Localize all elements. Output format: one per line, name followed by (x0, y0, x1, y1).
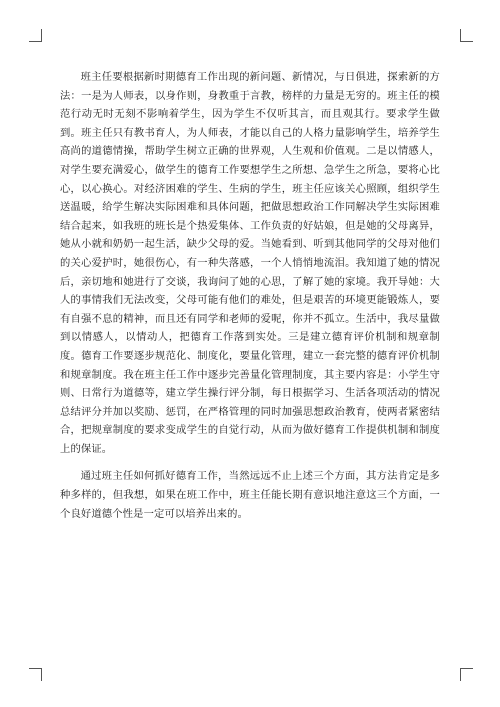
crop-mark-top-left (29, 29, 42, 42)
paragraph-1: 班主任要根据新时期德育工作出现的新问题、新情况，与日俱进，探索新的方法：一是为人师表，以身作则，身教重于言教，榜样的力量是无穷的。班主任的模范行动无时无刻不影响着学生，因为学生不仅听其言，而且观其行。要求学生做到。班主任只有教书育人，为人师表，才能以自己的人格力量影响学生，培养学生高尚的道德情操，帮助学生树立正确的世界观，人生观和价值观。二是以情感人，对学生要充满爱心，做学生的德育工作要想学生之所想、急学生之所急，要将心比心，以心换心。对经济困难的学生、生病的学生，班主任应该关心照顾，组织学生送温暖，给学生解决实际困难和具体问题，把做思想政治工作同解决学生实际困难结合起来，如我班的班长是个热爱集体、工作负责的好姑娘，但是她的父母离异，她从小就和奶奶一起生活，缺少父母的爱。当她看到、听到其他同学的父母对他们的关心爱护时，她很伤心，有一种失落感，一个人悄悄地流泪。我知道了她的情况后，亲切地和她进行了交谈，我询问了她的心思，了解了她的家境。我开导她：大人的事情我们无法改变，父母可能有他们的难处，但是艰苦的环境更能锻炼人，要有自强不息的精神，而且还有同学和老师的爱呢，你并不孤立。生活中，我尽量做到以情感人，以情动人，把德育工作落到实处。三是建立德育评价机制和规章制度。德育工作要逐步规范化、制度化，要量化管理，建立一套完整的德育评价机制和规章制度。我在班主任工作中逐步完善量化管理制度，其主要内容是：小学生守则、日常行为道德等，建立学生操行评分制，每日根据学习、生活各项活动的情况总结评分并加以奖励、惩罚，在严格管理的同时加强思想政治教育，使两者紧密结合，把规章制度的要求变成学生的自觉行动，从而为做好德育工作提供机制和制度上的保证。 (60, 71, 440, 455)
document-body (60, 68, 440, 523)
crop-mark-bottom-left (29, 668, 42, 681)
crop-mark-top-right (460, 29, 473, 42)
paragraph-2: 通过班主任如何抓好德育工作，当然远远不止上述三个方面，其方法肯定是多种多样的，但我想，如果在班工作中，班主任能长期有意识地注意这三个方面，一个良好道德个性是一定可以培养出来的。 (60, 470, 440, 520)
crop-mark-bottom-right (460, 668, 473, 681)
